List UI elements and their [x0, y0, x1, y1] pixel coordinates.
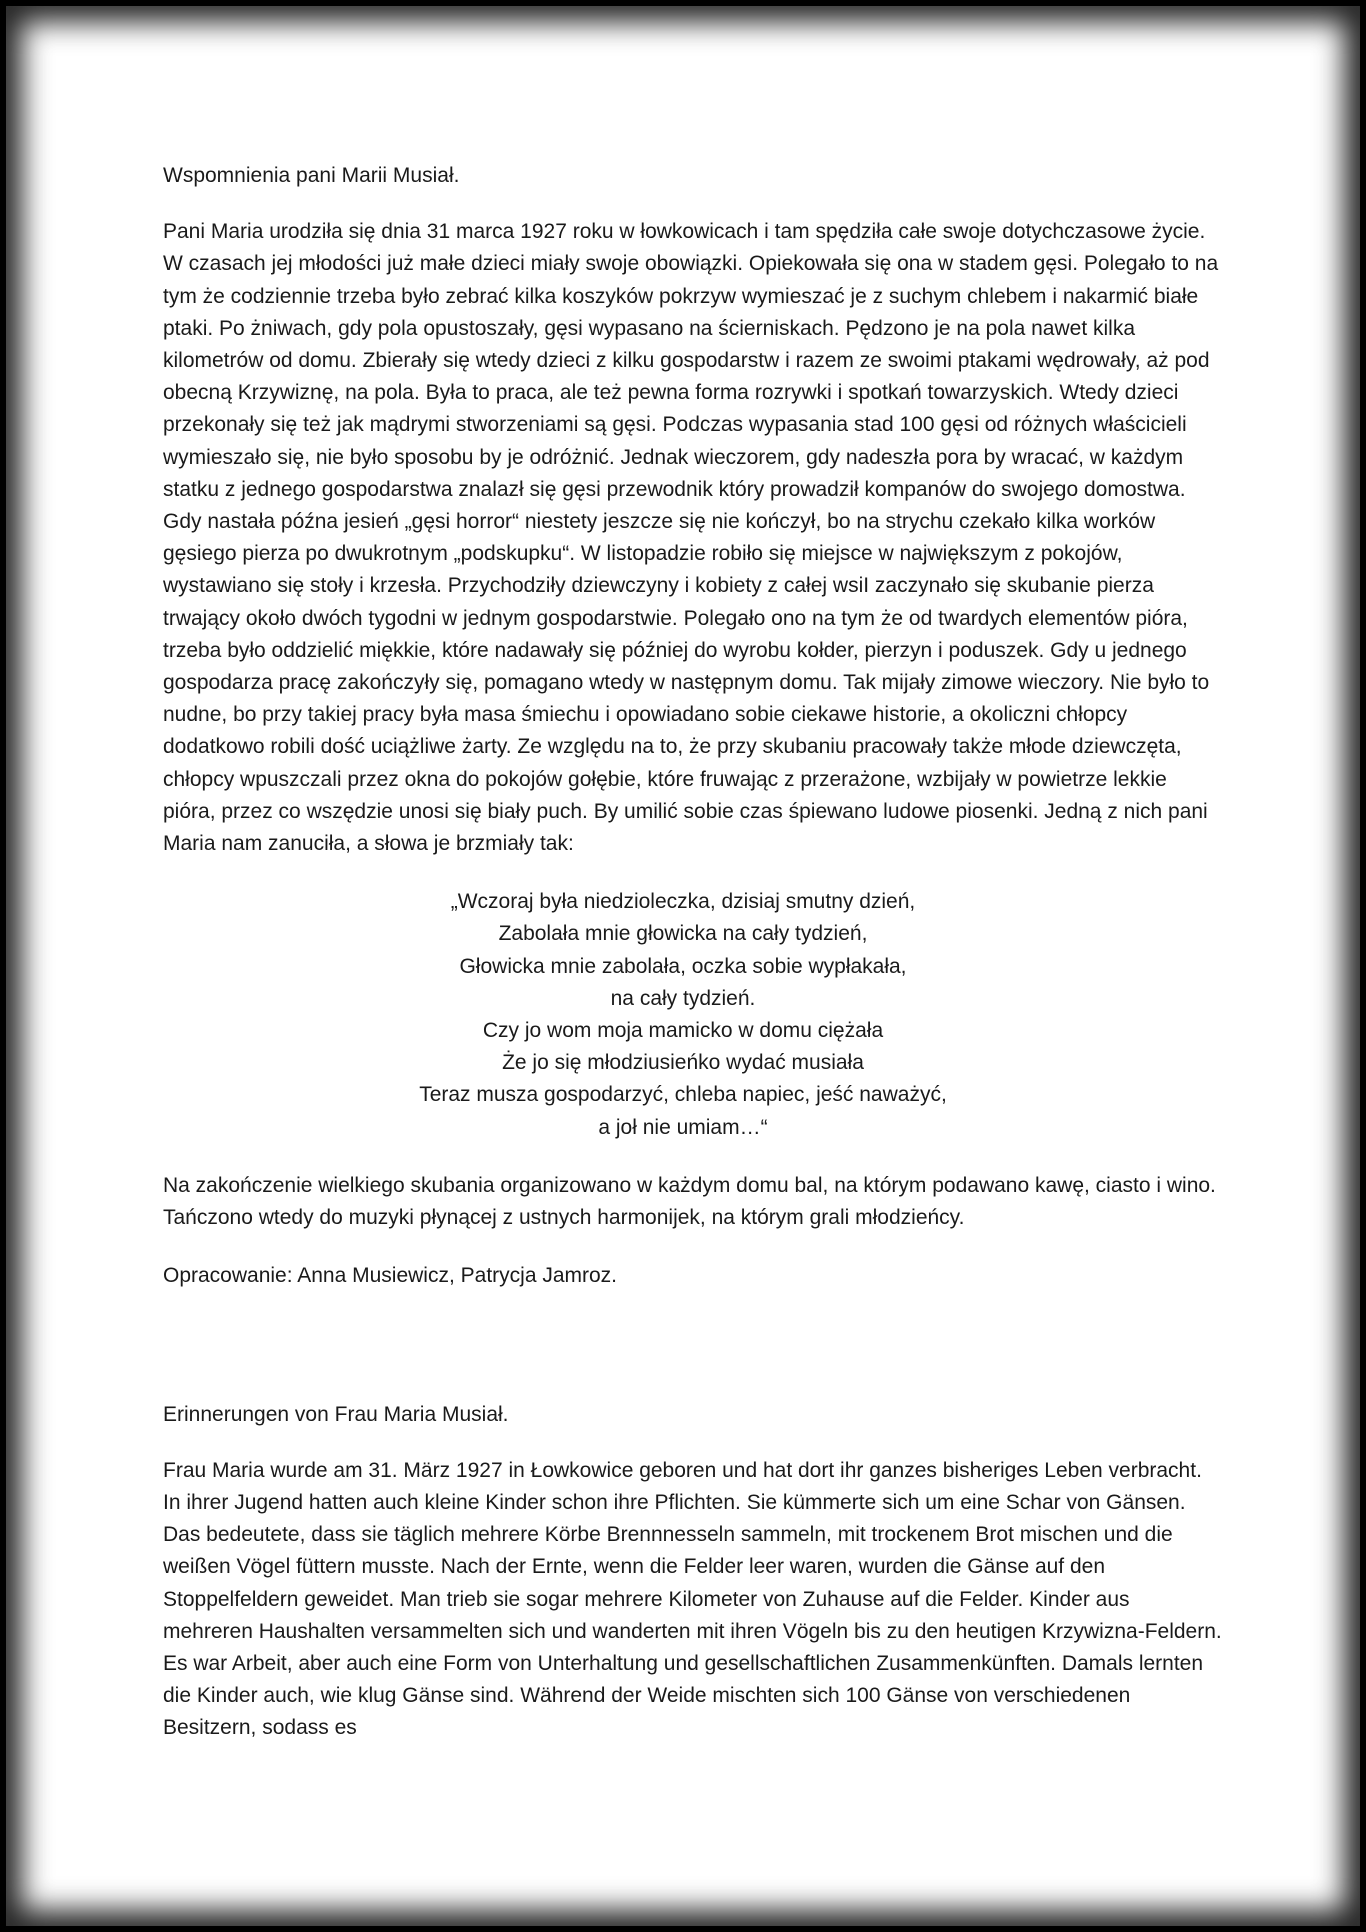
- poem-line: Czy jo wom moja mamicko w domu ciężała: [482, 1019, 884, 1043]
- polish-title: Wspomnienia pani Marii Musiał.: [163, 164, 460, 187]
- poem-line: Głowicka mnie zabolała, oczka sobie wypłakała,: [459, 954, 907, 978]
- poem-line: Zabolała mnie głowicka na cały tydzień,: [498, 922, 868, 946]
- poem-line: a joł nie umiam…“: [598, 1115, 768, 1139]
- poem-line: na cały tydzień.: [610, 986, 756, 1010]
- credits-line: Opracowanie: Anna Musiewicz, Patrycja Jamroz.: [163, 1264, 618, 1288]
- folk-song-poem: [163, 886, 1203, 1144]
- document-page: [163, 160, 1223, 1745]
- poem-line: Że jo się młodziusieńko wydać musiała: [502, 1051, 864, 1075]
- german-title: Erinnerungen von Frau Maria Musiał.: [163, 1402, 509, 1426]
- polish-body-paragraph: Pani Maria urodziła się dnia 31 marca 1927 roku w łowkowicach i tam spędziła całe swoje dotychczasowe życie. W czasach jej młodości już małe dzieci miały swoje obowiązki. Opiekowała się ona w stadem gęsi. Polegało to na tym że codziennie trzeba było zebrać kilka koszyków pokrzyw wymieszać je z suchym chlebem i nakarmić białe ptaki. Po żniwach, gdy pola opustoszały, gęsi wypasano na ścierniskach. Pędzono je na pola nawet kilka kilometrów od domu. Zbierały się wtedy dzieci z kilku gospodarstw i razem ze swoimi ptakami wędrowały, aż pod obecną Krzywiznę, na pola. Była to praca, ale też pewna forma rozrywki i spotkań towarzyskich. Wtedy dzieci przekonały się też jak mądrymi stworzeniami są gęsi. Podczas wypasania stad 100 gęsi od różnych właścicieli wymieszało się, nie było sposobu by je odróżnić. Jednak wieczorem, gdy nadeszła pora by wracać, w każdym statku z jednego gospodarstwa znalazł się gęsi przewodnik który prowadził kompanów do swojego domostwa. Gdy nastała późna jesień „gęsi horror“ niestety jeszcze się nie kończył, bo na strychu czekało kilka worków gęsiego pierza po dwukrotnym „podskupku“. W listopadzie robiło się miejsce w największym z pokojów, wystawiano się stoły i krzesła. Przychodziły dziewczyny i kobiety z całej wsiI zaczynało się skubanie pierza trwający około dwóch tygodni w jednym gospodarstwie. Polegało ono na tym że od twardych elementów pióra, trzeba było oddzielić miękkie, które nadawały się później do wyrobu kołder, pierzyn i poduszek. Gdy u jednego gospodarza pracę zakończyły się, pomagano wtedy w następnym domu. Tak mijały zimowe wieczory. Nie było to nudne, bo przy takiej pracy była masa śmiechu i opowiadano sobie ciekawe historie, a okoliczni chłopcy dodatkowo robili dość uciążliwe żarty. Ze względu na to, że przy skubaniu pracowały także młode dziewczęta, chłopcy wpuszczali przez okna do pokojów gołębie, które fruwając z przerażone, wzbijały w powietrze lekkie pióra, przez co wszędzie unosi się biały puch. By umilić sobie czas śpiewano ludowe piosenki. Jedną z nich pani Maria nam zanuciła, a słowa je brzmiały tak:: [163, 220, 1219, 856]
- poem-line: „Wczoraj była niedzioleczka, dzisiaj smutny dzień,: [450, 890, 916, 914]
- polish-closing-paragraph: Na zakończenie wielkiego skubania organizowano w każdym domu bal, na którym podawano kawę, ciasto i wino. Tańczono wtedy do muzyki płynącej z ustnych harmonijek, na którym grali młodzieńcy.: [163, 1173, 1216, 1230]
- poem-line: Teraz musza gospodarzyć, chleba napiec, jeść naważyć,: [419, 1083, 947, 1107]
- german-body-paragraph: Frau Maria wurde am 31. März 1927 in Łowkowice geboren und hat dort ihr ganzes bisheriges Leben verbracht. In ihrer Jugend hatten auch kleine Kinder schon ihre Pflichten. Sie kümmerte sich um eine Schar von Gänsen. Das bedeutete, dass sie täglich mehrere Körbe Brennnesseln sammeln, mit trockenem Brot mischen und die weißen Vögel füttern musste. Nach der Ernte, wenn die Felder leer waren, wurden die Gänse auf den Stoppelfeldern geweidet. Man trieb sie sogar mehrere Kilometer von Zuhause auf die Felder. Kinder aus mehreren Haushalten versammelten sich und wanderten mit ihren Vögeln bis zu den heutigen Krzywizna-Feldern. Es war Arbeit, aber auch eine Form von Unterhaltung und gesellschaftlichen Zusammenkünften. Damals lernten die Kinder auch, wie klug Gänse sind. Während der Weide mischten sich 100 Gänse von verschiedenen Besitzern, sodass es: [163, 1458, 1222, 1740]
